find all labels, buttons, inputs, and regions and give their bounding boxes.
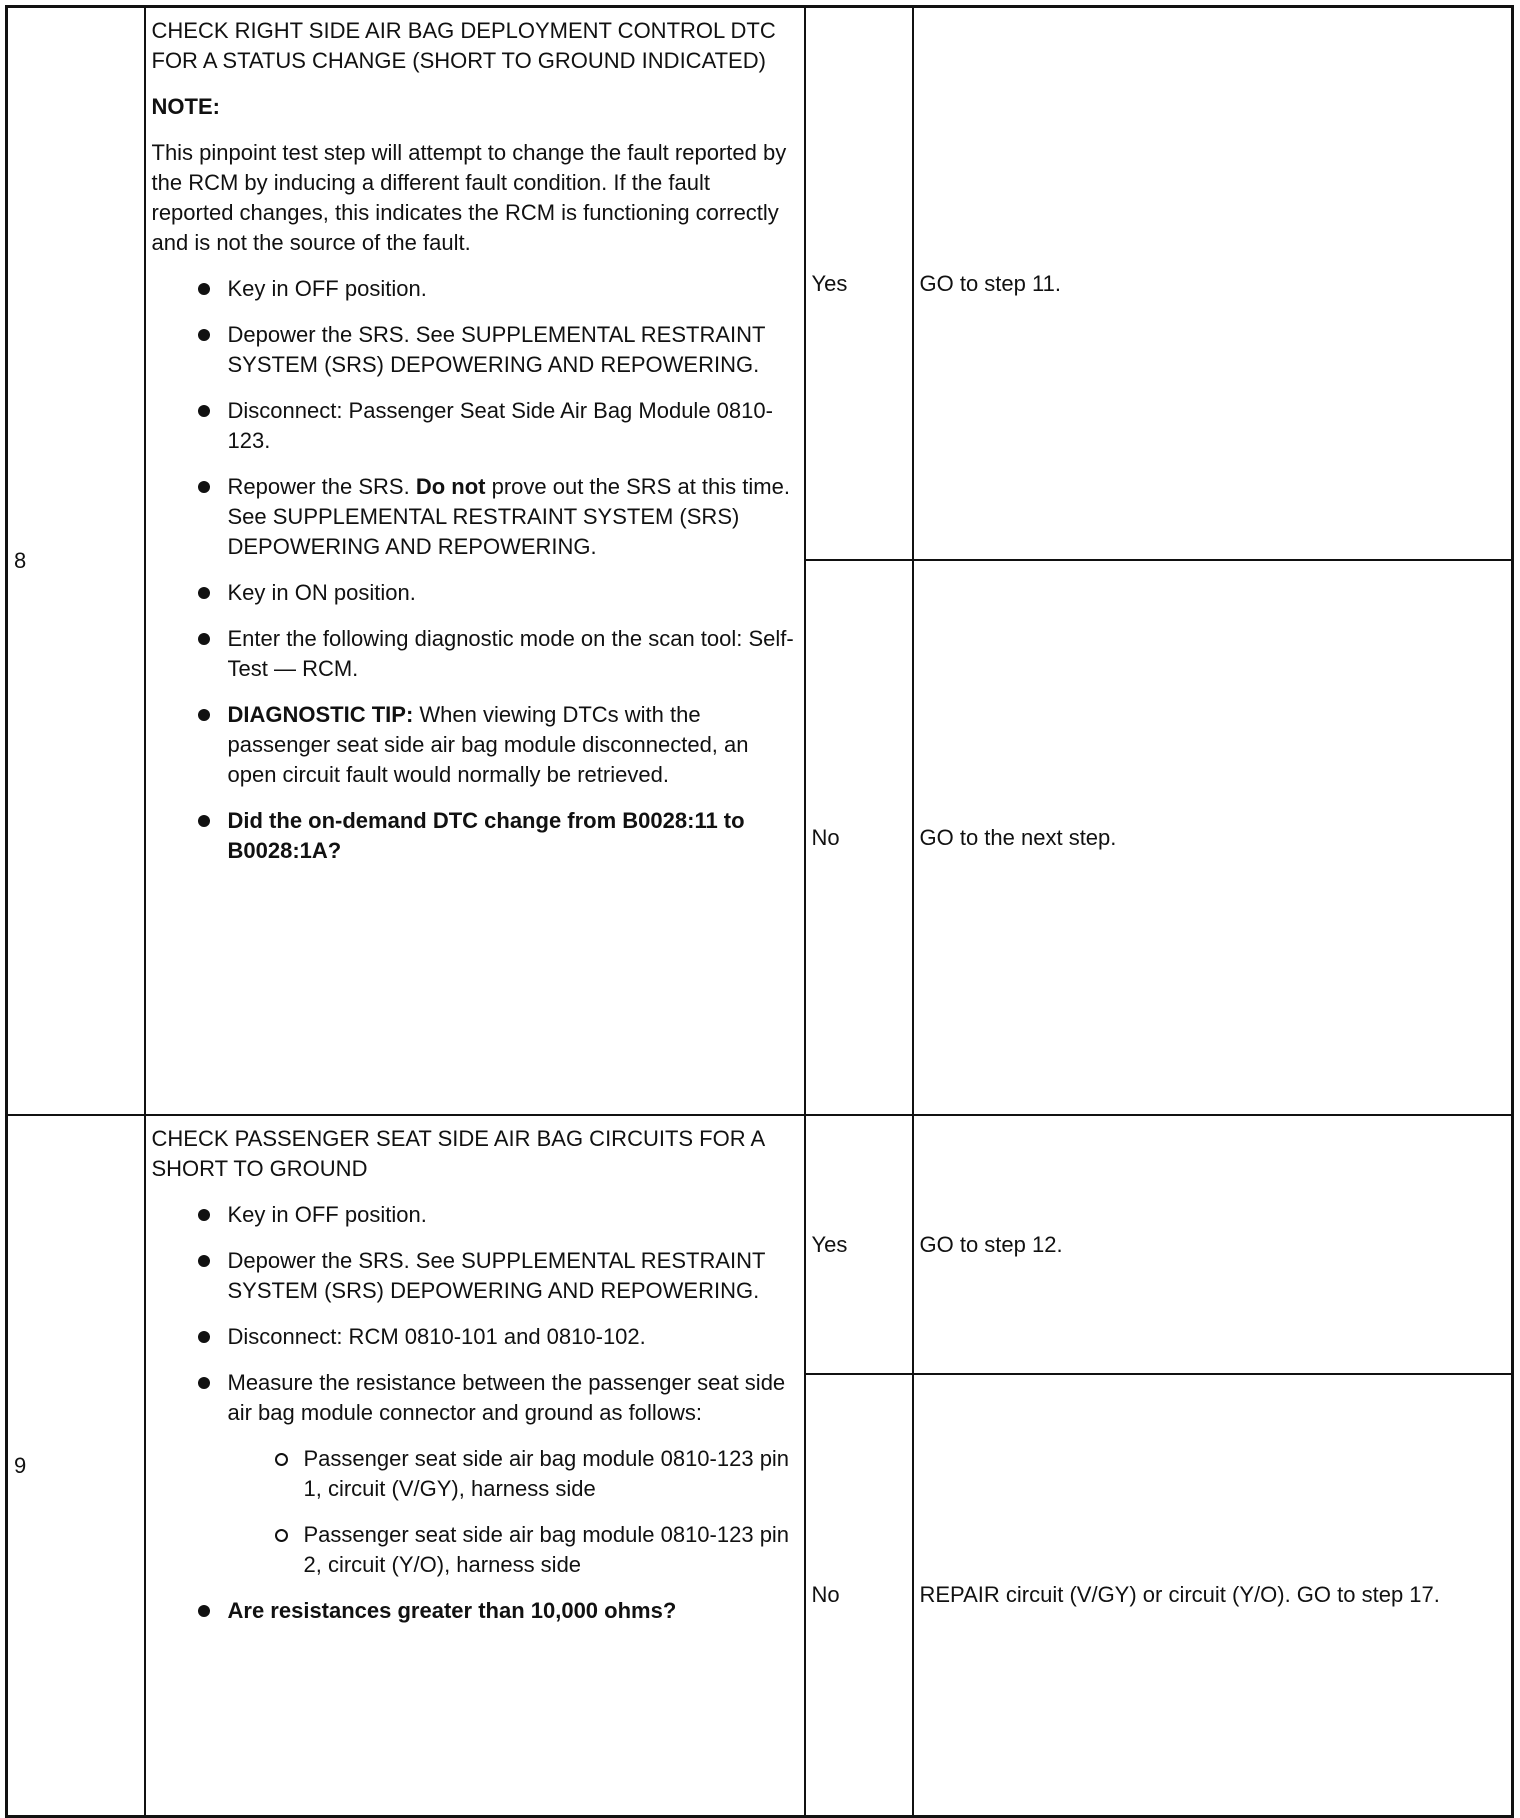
- step-title: CHECK RIGHT SIDE AIR BAG DEPLOYMENT CONTROL DTC FOR A STATUS CHANGE (SHORT TO GROUND INDICATED): [151, 18, 776, 73]
- instruction-item: Key in ON position.: [152, 578, 798, 608]
- step-number: 8: [7, 7, 145, 1116]
- note-text: This pinpoint test step will attempt to change the fault reported by the RCM by inducing a different fault condition. If the fault reported changes, this indicates the RCM is functioning correctly and is not the source of the fault.: [151, 140, 787, 255]
- action-yes: GO to step 12.: [913, 1115, 1513, 1374]
- instruction-emphasis: Do not: [415, 474, 486, 499]
- sub-instruction-item: Passenger seat side air bag module 0810-123 pin 2, circuit (Y/O), harness side: [228, 1520, 798, 1580]
- instruction-item: Depower the SRS. See SUPPLEMENTAL RESTRAINT SYSTEM (SRS) DEPOWERING AND REPOWERING.: [152, 1246, 798, 1306]
- instruction-text: prove out the SRS at this time. See SUPPLEMENTAL RESTRAINT SYSTEM (SRS) DEPOWERING AND REPOWERING.: [227, 474, 790, 559]
- instruction-list: [152, 1200, 798, 1626]
- sub-instruction-item: Passenger seat side air bag module 0810-123 pin 1, circuit (V/GY), harness side: [228, 1444, 798, 1504]
- action-no: REPAIR circuit (V/GY) or circuit (Y/O). GO to step 17.: [913, 1374, 1513, 1817]
- result-yes: Yes: [805, 1115, 913, 1374]
- instruction-item: Key in OFF position.: [152, 274, 798, 304]
- note-heading: NOTE:: [151, 94, 220, 119]
- step-question: Are resistances greater than 10,000 ohms?: [152, 1596, 798, 1626]
- step-9-yes-row: [7, 1115, 1513, 1374]
- result-no: No: [805, 1374, 913, 1817]
- diagnostic-tip-label: DIAGNOSTIC TIP:: [227, 702, 414, 727]
- instruction-item: [152, 700, 798, 790]
- step-8-yes-row: [7, 7, 1513, 561]
- instruction-text: Measure the resistance between the passenger seat side air bag module connector and ground as follows:: [227, 1370, 786, 1425]
- instruction-text: Repower the SRS.: [227, 474, 416, 499]
- step-number: 9: [7, 1115, 145, 1817]
- instruction-item: Disconnect: Passenger Seat Side Air Bag Module 0810-123.: [152, 396, 798, 456]
- step-action: [145, 7, 805, 1116]
- instruction-item: Disconnect: RCM 0810-101 and 0810-102.: [152, 1322, 798, 1352]
- instruction-item: [152, 1368, 798, 1580]
- instruction-item: [152, 472, 798, 562]
- sub-instruction-list: [228, 1444, 798, 1580]
- instruction-text: When viewing DTCs with the passenger seat side air bag module disconnected, an open circuit fault would normally be retrieved.: [227, 702, 749, 787]
- instruction-item: Key in OFF position.: [152, 1200, 798, 1230]
- step-title: CHECK PASSENGER SEAT SIDE AIR BAG CIRCUITS FOR A SHORT TO GROUND: [151, 1126, 764, 1181]
- action-no: GO to the next step.: [913, 560, 1513, 1115]
- pinpoint-test-table: [5, 5, 1514, 1818]
- action-yes: GO to step 11.: [913, 7, 1513, 561]
- instruction-item: Depower the SRS. See SUPPLEMENTAL RESTRAINT SYSTEM (SRS) DEPOWERING AND REPOWERING.: [152, 320, 798, 380]
- step-action: [145, 1115, 805, 1817]
- step-question: Did the on-demand DTC change from B0028:11 to B0028:1A?: [152, 806, 798, 866]
- result-no: No: [805, 560, 913, 1115]
- instruction-list: [152, 274, 798, 866]
- result-yes: Yes: [805, 7, 913, 561]
- instruction-item: Enter the following diagnostic mode on the scan tool: Self-Test — RCM.: [152, 624, 798, 684]
